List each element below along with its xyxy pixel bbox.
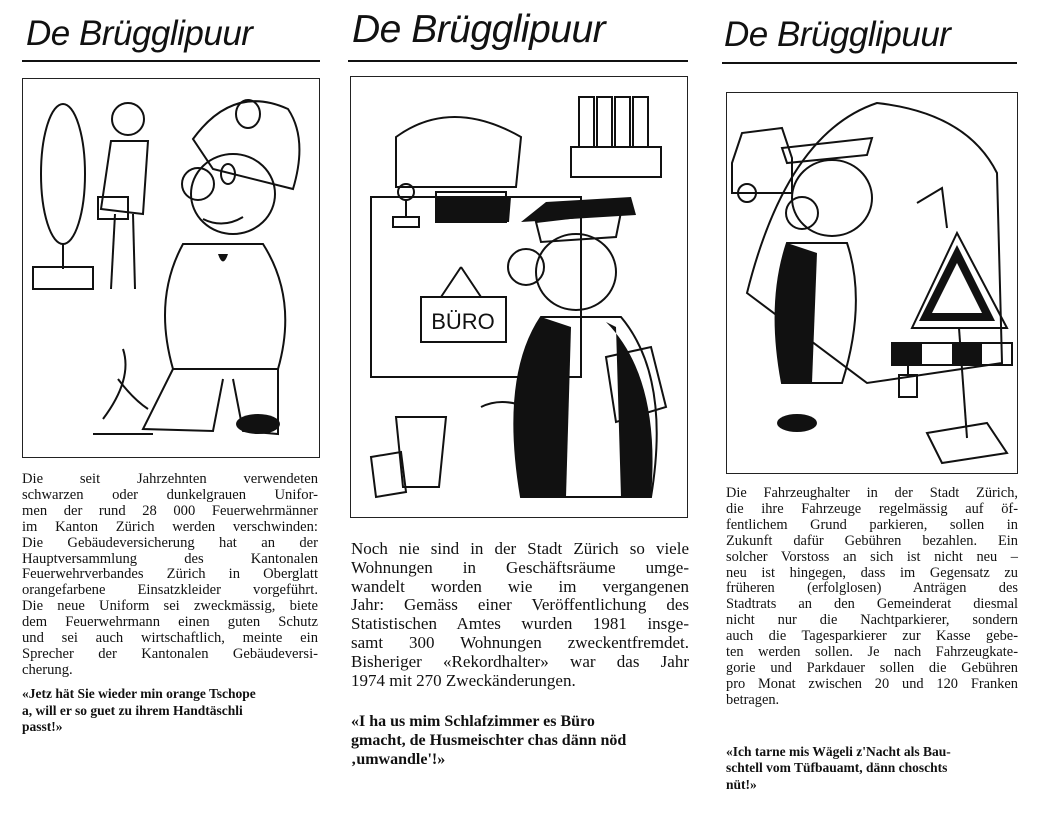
column-3-heading: De Brügglipuur — [724, 15, 951, 54]
quote-line: ‚umwandle'!» — [351, 751, 446, 768]
article-line: Jahr: Gemäss einer Veröffentlichung des — [351, 595, 689, 615]
quote-line: «Jetz hät Sie wieder min orange Tschope — [22, 686, 256, 701]
article-line: auch die Tagesparkierer zur Kasse gebe- — [726, 628, 1018, 645]
article-line: cherung. — [22, 661, 73, 678]
article-line: 1974 mit 270 Zweckänderungen. — [351, 670, 576, 690]
column-1-heading-rule — [22, 60, 320, 62]
article-line: Zukunft dafür Gebühren bezahlen. Ein — [726, 532, 1018, 549]
article-line: und sei auch wirtschaftlich, meinte ein — [22, 630, 318, 647]
article-line: dem Feuerwehrmann einen guten Schutz — [22, 614, 318, 631]
article-line: men der rund 28 000 Feuerwehrmänner — [22, 502, 318, 519]
article-line: wandelt worden wie im vergangenen — [351, 576, 689, 596]
article-line: im Kanton Zürich werden verschwinden: — [22, 518, 318, 535]
article-line: Wohnungen in Geschäftsräume umge- — [351, 557, 689, 577]
article-line: schwarzen oder dunkelgrauen Unifor- — [22, 486, 318, 503]
office-cartoon-illustration — [351, 77, 687, 517]
column-2-cartoon — [350, 76, 688, 518]
quote-line: «I ha us mim Schlafzimmer es Büro — [351, 713, 595, 730]
article-line: samt 300 Wohnungen zweckentfremdet. — [351, 632, 689, 652]
article-line: früheren (erfolglosen) Anträgen des — [726, 580, 1018, 597]
article-line: Sprecher der Kantonalen Gebäudeversi- — [22, 645, 318, 662]
article-line: Die neue Uniform sei zweckmässig, biete — [22, 598, 318, 615]
column-3-cartoon — [726, 92, 1018, 474]
article-line: Stadtrats an den Gemeinderat diesmal — [726, 596, 1018, 613]
article-line: nicht nur die Nachtparkierer, sondern — [726, 612, 1018, 629]
column-1-quote — [22, 686, 320, 736]
article-line: Die seit Jahrzehnten verwendeten — [22, 471, 318, 487]
article-line: ten werden sollen. Je nach Fahrzeugkate- — [726, 644, 1018, 661]
quote-line: a, will er so guet zu ihrem Handtäschli — [22, 702, 243, 718]
quote-line: nüt!» — [726, 776, 757, 792]
article-line: Feuerwehrverbandes Zürich in Oberglatt — [22, 566, 318, 583]
article-line: betragen. — [726, 691, 780, 708]
column-2-heading: De Brügglipuur — [352, 8, 606, 51]
article-line: die ihre Fahrzeuge regelmässig auf öf- — [726, 500, 1018, 517]
article-line: solcher Vorstoss an sich ist nicht neu – — [726, 548, 1018, 565]
article-line: gorie und Parkdauer sollen die Gebühren — [726, 659, 1018, 676]
column-3-quote — [726, 744, 1020, 793]
column-1-article — [22, 472, 318, 679]
firefighter-cartoon-illustration — [23, 79, 319, 457]
article-line: Bisheriger «Rekordhalter» war das Jahr — [351, 651, 689, 671]
column-3-article — [726, 486, 1018, 709]
column-2-heading-rule — [348, 60, 688, 62]
buero-sign-text: BÜRO — [431, 309, 495, 334]
article-line: Noch nie sind in der Stadt Zürich so viele — [351, 539, 689, 558]
quote-line: schtell vom Tüfbauamt, dänn choschts — [726, 760, 948, 776]
parking-cartoon-illustration — [727, 93, 1017, 473]
article-line: Hauptversammlung des Kantonalen — [22, 550, 318, 567]
column-2-quote — [351, 712, 691, 769]
column-1-cartoon — [22, 78, 320, 458]
column-2-article — [351, 540, 689, 690]
article-line: Statistischen Amtes wurden 1981 insge- — [351, 614, 689, 634]
quote-line: «Ich tarne mis Wägeli z'Nacht als Bau- — [726, 744, 951, 759]
quote-line: gmacht, de Husmeischter chas dänn nöd — [351, 732, 627, 749]
article-line: neu ist hingegen, dass im Gegensatz zu — [726, 564, 1018, 581]
article-line: fentlichem Grund parkieren, sollen in — [726, 516, 1018, 533]
column-3-heading-rule — [722, 62, 1017, 64]
article-line: pro Monat zwischen 20 und 120 Franken — [726, 675, 1018, 692]
quote-line: passt!» — [22, 719, 63, 734]
column-1-heading: De Brügglipuur — [26, 14, 253, 53]
article-line: Die Gebäudeversicherung hat an der — [22, 534, 318, 551]
article-line: orangefarbene Einsatzkleider vorgeführt. — [22, 582, 318, 599]
article-line: Die Fahrzeughalter in der Stadt Zürich, — [726, 485, 1018, 501]
